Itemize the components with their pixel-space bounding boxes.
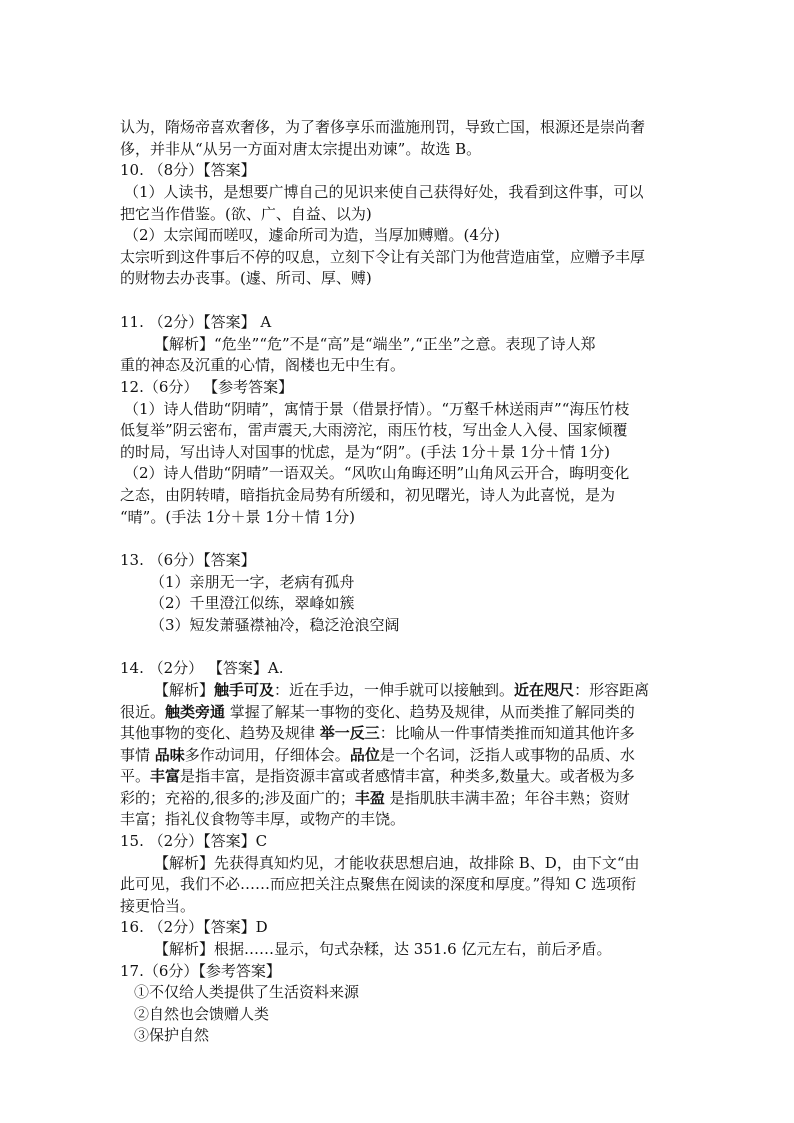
- text-line: 认为，隋炀帝喜欢奢侈，为了奢侈享乐而滥施刑罚，导致亡国，根源还是崇尚奢: [120, 118, 646, 136]
- question-10-heading: 10. （8分）【答案】: [120, 161, 256, 179]
- text-line: 太宗听到这件事后不停的叹息，立刻下令让有关部门为他营造庙堂，应赠予丰厚: [120, 248, 646, 266]
- text-line: （2）诗人借助“阴晴”一语双关。“风吹山角晦还明”山角风云开合，晦明变化: [124, 464, 630, 482]
- list-item: ③保护自然: [134, 1026, 210, 1044]
- text-line: 此可见，我们不必……而应把关注点聚焦在阅读的深度和厚度。”得知 C 选项衔: [120, 875, 637, 893]
- text-line: 彩的；充裕的,很多的;涉及面广的；丰盈 是指肌肤丰满丰盈；年谷丰熟；资财: [120, 789, 630, 807]
- text-line: 之态，由阴转晴，暗指抗金局势有所缓和，初见曙光，诗人为此喜悦，是为: [120, 486, 616, 504]
- question-15-heading: 15. （2分）【答案】C: [120, 832, 268, 850]
- text-line: 平。丰富是指丰富，是指资源丰富或者感情丰富，种类多,数量大。或者极为多: [120, 767, 635, 785]
- text-line: 【解析】“危坐”“危”不是“高”是“端坐”,“正坐”之意。表现了诗人郑: [154, 335, 596, 353]
- text-line: （3）短发萧骚襟袖冷，稳泛沧浪空阔: [150, 616, 400, 634]
- text-line: 低复举”阴云密布，雷声震天,大雨滂沱，雨压竹枝，写出金人入侵、国家倾覆: [120, 421, 628, 439]
- text-line: 【解析】先获得真知灼见，才能收获思想启迪，故排除 B、D，由下文“由: [154, 854, 640, 872]
- text-line: （1）诗人借助“阴晴”，寓情于景（借景抒情）。“万壑千林送雨声”“海压竹枝: [124, 400, 630, 418]
- question-16-heading: 16. （2分）【答案】D: [120, 918, 268, 936]
- text-line: 事情 品味多作动词用，仔细体会。品位是一个名词，泛指人或事物的品质、水: [120, 746, 635, 764]
- text-line: 其他事物的变化、趋势及规律 举一反三：比喻从一件事情类推而知道其他许多: [120, 724, 635, 742]
- list-item: ②自然也会馈赠人类: [134, 1005, 270, 1023]
- text-line: （2）千里澄江似练，翠峰如簇: [150, 594, 355, 612]
- question-14-heading: 14. （2分） 【答案】A.: [120, 659, 284, 677]
- text-line: （1）亲朋无一字，老病有孤舟: [150, 573, 355, 591]
- question-11-heading: 11. （2分）【答案】 A: [120, 313, 272, 331]
- text-line: 丰富；指礼仪食物等丰厚，或物产的丰饶。: [120, 810, 406, 828]
- question-13-heading: 13. （6分）【答案】: [120, 551, 256, 569]
- text-line: 侈，并非从“从另一方面对唐太宗提出劝谏”。故选 B。: [120, 140, 482, 158]
- text-line: （1）人读书，是想要广博自己的见识来使自己获得好处，我看到这件事，可以: [124, 183, 644, 201]
- text-line: 【解析】根据……显示，句式杂糅，达 351.6 亿元左右，前后矛盾。: [154, 940, 612, 958]
- question-12-heading: 12.（6分） 【参考答案】: [120, 378, 294, 396]
- text-line: “晴”。(手法 1分＋景 1分＋情 1分): [120, 508, 355, 526]
- text-line: （2）太宗闻而嗟叹，遽命所司为造，当厚加赙赠。(4分): [124, 226, 500, 244]
- list-item: ①不仅给人类提供了生活资料来源: [134, 983, 360, 1001]
- question-17-heading: 17.（6分）【参考答案】: [120, 962, 281, 980]
- text-line: 接更恰当。: [120, 897, 196, 915]
- text-line: 把它当作借鉴。(欲、广、自益、以为): [120, 205, 372, 223]
- text-line: 的财物去办丧事。(遽、所司、厚、赙): [120, 269, 372, 287]
- text-line: 重的神态及沉重的心情，阁楼也无中生有。: [120, 356, 406, 374]
- text-line: 很近。触类旁通 掌握了解某一事物的变化、趋势及规律，从而类推了解同类的: [120, 703, 635, 721]
- text-line: 的时局，写出诗人对国事的忧虑，是为“阴”。(手法 1分＋景 1分＋情 1分): [120, 443, 610, 461]
- text-line: 【解析】触手可及：近在手边，一伸手就可以接触到。近在咫尺：形容距离: [154, 681, 650, 699]
